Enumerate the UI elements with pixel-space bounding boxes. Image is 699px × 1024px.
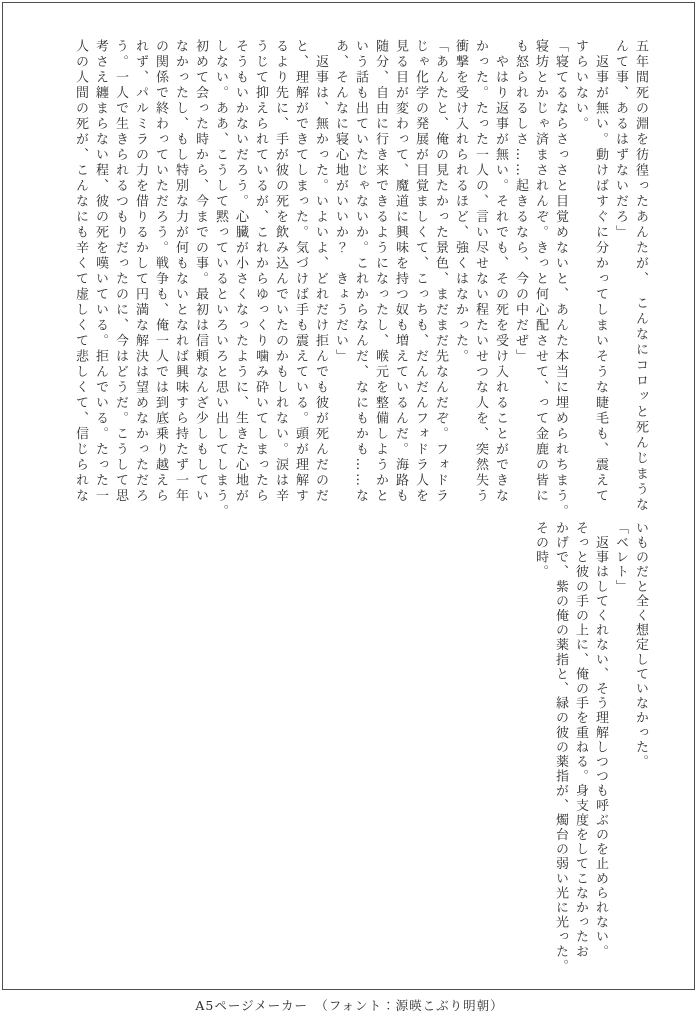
- text-column: うじて抑えられているが、これからゆっくり噛み砕いてしまったら: [253, 39, 268, 504]
- text-column: れず、パルミラの力を借りるかして円満な解決は望めなかっただろ: [133, 39, 148, 504]
- text-column: るより先に、手が彼の死を飲み込んでいたのかもしれない。涙は辛: [273, 39, 288, 504]
- text-column: 随分、自由に行き来できるようになったし、喉元を整備しようかと: [373, 39, 388, 504]
- text-column: 「寝てるならさっさと目覚めないと、あんた本当に埋められちまう。: [553, 39, 568, 520]
- text-column: すらいない。: [573, 39, 588, 132]
- text-column: 人の人間の死が、こんなにも辛くて虚しくて悲しくて、信じられな: [73, 39, 88, 504]
- text-column: やはり返事が無い。それでも、その死を受け入れることができな: [493, 39, 508, 504]
- vertical-text-block-bottom: [530, 521, 650, 974]
- text-column: 寝坊とかじゃ済まされんぞ。きっと何心配させて、って金鹿の皆に: [533, 39, 548, 504]
- text-column: う。一人で生きられるつもりだったのに、今はどうだ。こうして思: [113, 39, 128, 504]
- text-column: 返事が無い。動けばすぐに分かってしまいそうな睫毛も、震えて: [593, 39, 608, 504]
- text-column: 返事は、無かった。いよいよ、どれだけ拒んでも彼が死んだのだ: [313, 39, 328, 504]
- text-column: そうもいかないだろう。心臓が小さくなったように、生きた心地が: [233, 39, 248, 504]
- text-column: 衝撃を受け入れられるほど、強くはなかった。: [453, 39, 468, 365]
- text-column: いう話も出ていたじゃないか。これからなんだ、なにもかも……な: [353, 39, 368, 504]
- text-column: かげで、紫の俺の薬指と、緑の彼の薬指が、燭台の弱い光に光った。: [553, 521, 568, 974]
- text-column: 「ベレト」: [613, 521, 628, 594]
- text-column: 「あんたと、俺の見たかった景色、まだまだ先なんだぞ。フォドラ: [433, 39, 448, 504]
- text-column: と、理解ができてしまった。気づけば手も震えている。頭が理解す: [293, 39, 308, 504]
- text-column: いものだと全く想定していなかった。: [633, 521, 648, 770]
- text-column: そっと彼の手の上に、俺の手を重ねる。身支度をしてこなかったお: [573, 521, 588, 959]
- text-column: 初めて会った時から、今までの事。最初は信頼なんざ少しもしてい: [193, 39, 208, 504]
- text-column: しない。ああ、こうして黙っているといろいろと思い出してしまう。: [213, 39, 228, 520]
- text-column: その時。: [533, 521, 548, 580]
- text-column: も怒られるしさ……起きるなら、今の中だぜ」: [513, 39, 528, 365]
- text-column: かった。たった一人の、言い尽せない程たいせつな人を、突然失う: [473, 39, 488, 504]
- text-column: の関係で終わっていただろう。戦争も、俺一人では到底乗り越えら: [153, 39, 168, 504]
- footer-caption: A5ページメーカー （フォント：源暎こぶり明朝）: [195, 998, 504, 1013]
- page-frame: [2, 2, 695, 990]
- text-column: んて事、あるはずないだろ」: [613, 39, 628, 241]
- text-column: 返事はしてくれない、そう理解しつつも呼ぶのを止められない。: [593, 521, 608, 959]
- text-column: なかったし、もし特別な力が何もないとなれば興味すら持たず一年: [173, 39, 188, 504]
- text-column: 五年間死の淵を彷徨ったあんたが、 こんなにコロッと死んじまうな: [633, 39, 648, 513]
- text-column: じゃ化学の発展が目覚ましくて、こっちも、だんだんフォドラ人を: [413, 39, 428, 504]
- text-column: 考さえ纏まらない程、彼の死を嘆いている。拒んでいる。たった一: [93, 39, 108, 504]
- text-column: あ、そんなに寝心地がいいか？ きょうだい」: [333, 39, 348, 365]
- vertical-text-block-top: [70, 39, 650, 523]
- text-column: 見る目が変わって、魔道に興味を持つ奴も増えているんだ。海路も: [393, 39, 408, 504]
